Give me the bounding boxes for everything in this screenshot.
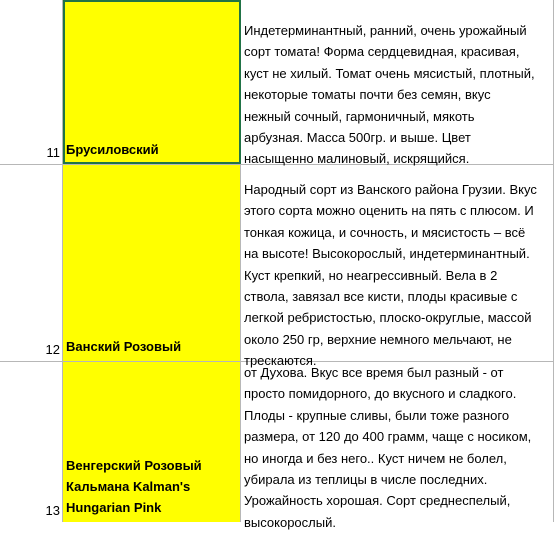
variety-description-cell[interactable]: от Духова. Вкус все время был разный - от просто помидорного, до вкусного и сладкого. Плоды - крупные сливы, были тоже разного размера, от 120 до 400 грамм, чаще с носиком, но иногда и без него.. Куст ничем не болел, убирала из теплицы в числе последних. Урожайность хорошая. Сорт среднеспелый, высокорослый. [241,362,554,522]
variety-description-cell[interactable]: Народный сорт из Ванского района Грузии. Вкус этого сорта можно оценить на пять с плюсом. И тонкая кожица, и сочность, и мясистость – всё на высоте! Высокорослый, индетерминантный. Куст крепкий, но неагрессивный. Вела в 2 ствола, завязал все кисти, плоды красивые с легкой ребристостью, плоско-округлые, массой около 250 гр, верхние немного мельчают, не трескаются. [241,165,554,361]
variety-name-cell[interactable] [63,362,241,522]
row-number: 12 [45,342,60,357]
row-number: 11 [46,145,60,160]
variety-name: Ванский Розовый [66,339,182,354]
table-row [0,362,554,530]
row-number-cell[interactable] [0,165,63,361]
row-number-cell[interactable] [0,362,63,522]
table-row [0,165,554,369]
row-number-cell[interactable] [0,0,63,164]
variety-description-cell[interactable]: Индетерминантный, ранний, очень урожайный сорт томата! Форма сердцевидная, красивая, куст не хилый. Томат очень мясистый, плотный, некоторые томаты почти без семян, вкус нежный сочный, гармоничный, мякоть арбузная. Масса 500гр. и выше. Цвет насыщенно малиновый, искрящийся. [241,0,554,164]
variety-name: Брусиловский [66,142,159,157]
row-number: 13 [45,503,60,518]
variety-name-cell[interactable] [63,165,241,361]
variety-name: Венгерский Розовый Кальмана Kalman's Hungarian Pink [66,458,202,515]
table-row [0,0,554,165]
variety-name-cell[interactable] [63,0,241,164]
